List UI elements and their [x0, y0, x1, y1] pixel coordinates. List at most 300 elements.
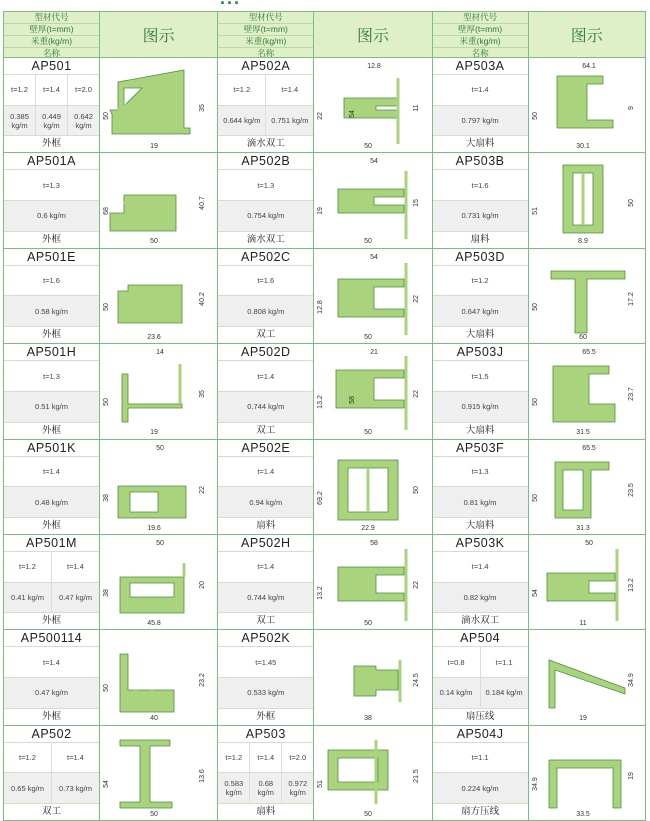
- dimension-label: 15: [413, 199, 421, 208]
- thickness-value: t=1.4: [67, 562, 84, 572]
- dimension-label: 21.5: [413, 768, 421, 783]
- profile-code: AP501K: [4, 440, 99, 457]
- weight-value: 0.47 kg/m: [35, 688, 68, 698]
- profile-drawing: [529, 535, 645, 629]
- dimension-label: 50: [103, 302, 110, 311]
- profile-section-diagram: [314, 153, 432, 247]
- profile-name: 大扇料: [465, 329, 495, 341]
- dimension-label: 22.9: [361, 524, 376, 532]
- dimension-label: 21: [370, 349, 379, 357]
- thickness-value: t=1.4: [281, 85, 299, 95]
- thickness-value: t=1.4: [257, 371, 275, 381]
- thickness-row: [4, 743, 99, 774]
- profile-name: 双工: [41, 806, 61, 818]
- profile-section-diagram: [100, 440, 218, 534]
- profile-card: [433, 726, 645, 821]
- thickness-value: t=1.5: [471, 371, 489, 381]
- profile-outline: [120, 654, 174, 712]
- profile-section-diagram: [314, 726, 432, 820]
- profile-outline: [549, 760, 621, 808]
- dimension-label: 51: [317, 779, 325, 788]
- dimension-label: 19: [627, 771, 635, 780]
- thickness-value: t=1.2: [218, 743, 250, 773]
- profile-card: [4, 726, 217, 821]
- profile-info: [4, 249, 100, 343]
- profile-drawing: [314, 630, 431, 724]
- dimension-label: 50: [103, 112, 110, 120]
- profile-name: 扇方压线: [461, 806, 500, 818]
- profile-drawing: [100, 630, 217, 724]
- profile-card: [218, 535, 431, 630]
- profile-code: AP501M: [4, 535, 99, 552]
- thickness-value: t=1.1: [495, 657, 513, 667]
- figure-header: 图示: [100, 12, 217, 57]
- profile-info: [218, 440, 314, 534]
- profile-section-diagram: [100, 344, 218, 438]
- dimension-label: 19: [150, 143, 158, 150]
- profile-outline: [338, 279, 404, 317]
- thickness-value: t=1.6: [257, 276, 275, 286]
- weight-row: [433, 392, 528, 423]
- profile-drawing: [314, 249, 431, 343]
- profile-card: [4, 535, 217, 630]
- dimension-label: 40.2: [199, 291, 206, 306]
- profile-section-diagram: [100, 630, 218, 724]
- profile-card: [433, 535, 645, 630]
- dimension-label: 19: [150, 429, 158, 437]
- profile-card: [433, 630, 645, 725]
- weight-row: [218, 106, 313, 137]
- thickness-row: [218, 75, 313, 106]
- weight-row: [4, 487, 99, 518]
- header-labels: [433, 12, 529, 57]
- profile-section-diagram: [100, 58, 218, 152]
- profile-info: [218, 630, 314, 724]
- thickness-header: 壁厚(t=mm): [433, 24, 528, 36]
- table-column: [432, 11, 646, 821]
- profile-name: 扇料: [256, 519, 276, 531]
- figure-header: 图示: [314, 12, 431, 57]
- profile-code: AP502B: [218, 153, 313, 170]
- dimension-label: 51: [531, 207, 539, 216]
- weight-value: 0.533 kg/m: [247, 688, 285, 698]
- profile-name: 扇料: [470, 233, 490, 245]
- weight-value: 0.58 kg/m: [35, 306, 68, 316]
- dimension-label: 54: [370, 253, 379, 261]
- profile-card: [4, 58, 217, 153]
- profile-card: [433, 249, 645, 344]
- thickness-value: t=1.4: [471, 562, 489, 572]
- profile-drawing: [529, 726, 645, 820]
- weight-value: 0.385 kg/m: [4, 106, 36, 136]
- profile-outline: [547, 573, 615, 601]
- profile-section-diagram: [314, 440, 432, 534]
- thickness-value: t=1.2: [471, 276, 489, 286]
- profile-info: [218, 344, 314, 438]
- dimension-label: 64.1: [581, 63, 596, 70]
- weight-value: 0.73 kg/m: [59, 783, 92, 793]
- dimension-label: 22: [413, 294, 421, 303]
- profile-info: [4, 726, 100, 820]
- profile-card: [4, 249, 217, 344]
- dimension-label: 58: [349, 396, 357, 405]
- dimension-label: 54: [103, 779, 110, 788]
- dimension-label: 50: [103, 398, 110, 407]
- weight-row: [433, 296, 528, 327]
- profile-name: 双工: [256, 615, 276, 627]
- thickness-row: [433, 552, 528, 583]
- dimension-label: 50: [103, 684, 110, 693]
- thickness-row: [433, 457, 528, 488]
- weight-row: [4, 296, 99, 327]
- dimension-label: 35: [199, 104, 206, 112]
- profile-name: 外框: [41, 519, 61, 531]
- profile-outline: [120, 577, 184, 613]
- profile-outline: [551, 271, 625, 333]
- profile-outline: [338, 567, 404, 601]
- dimension-label: 54: [349, 110, 357, 118]
- profile-code: AP504J: [433, 726, 528, 743]
- thickness-value: t=2.0: [289, 753, 307, 763]
- thickness-value: t=1.2: [218, 75, 266, 105]
- thickness-row: [4, 552, 99, 583]
- profile-info: [218, 153, 314, 247]
- weight-value: 0.754 kg/m: [247, 211, 285, 221]
- profile-card: [433, 440, 645, 535]
- profile-card: [218, 344, 431, 439]
- profile-name: 滴水双工: [246, 138, 285, 150]
- column-header: [4, 11, 217, 58]
- weight-row: [218, 678, 313, 709]
- dimension-label: 34.9: [531, 776, 539, 791]
- thickness-row: [218, 457, 313, 488]
- dimension-label: 33.5: [575, 810, 590, 818]
- weight-row: [433, 106, 528, 137]
- dimension-label: 38: [364, 715, 373, 723]
- dimension-label: 38: [103, 493, 110, 502]
- profile-section-diagram: [314, 535, 432, 629]
- dimension-label: 50: [531, 493, 539, 502]
- dimension-label: 11: [578, 619, 587, 627]
- dimension-label: 54: [531, 589, 539, 597]
- profile-drawing: [529, 58, 645, 152]
- dimension-label: 50: [364, 810, 373, 818]
- dimension-label: 13.2: [317, 586, 325, 600]
- profile-section-diagram: [100, 249, 218, 343]
- dimension-label: 50: [364, 333, 373, 341]
- dimension-label: 54: [370, 158, 379, 166]
- dimension-label: 65.5: [581, 349, 596, 357]
- dimension-label: 50: [531, 112, 539, 120]
- weight-row: [4, 583, 99, 614]
- dimension-label: 34.9: [627, 673, 635, 688]
- profile-section-diagram: [529, 249, 647, 343]
- weight-value: 0.94 kg/m: [249, 497, 283, 507]
- thickness-row: [433, 75, 528, 106]
- thickness-row: [433, 266, 528, 297]
- dimension-label: 30.1: [575, 143, 590, 150]
- profile-section-diagram: [529, 535, 647, 629]
- profile-section-diagram: [529, 344, 647, 438]
- weight-value: 0.583 kg/m: [218, 773, 250, 803]
- weight-row: [218, 296, 313, 327]
- profile-name: 外框: [41, 615, 61, 627]
- dimension-label: 45.8: [147, 619, 161, 627]
- profile-card: [218, 249, 431, 344]
- weight-value: 0.744 kg/m: [247, 402, 285, 412]
- profile-outline: [557, 76, 613, 128]
- weight-value: 0.51 kg/m: [35, 402, 68, 412]
- dimension-label: 50: [531, 302, 539, 311]
- thickness-value: t=1.4: [43, 657, 60, 667]
- profile-card: [218, 630, 431, 725]
- name-header: 名称: [471, 48, 489, 58]
- thickness-row: [4, 266, 99, 297]
- profile-name: 大扇料: [465, 424, 495, 436]
- dimension-label: 23.7: [627, 387, 635, 401]
- profile-info: [4, 153, 100, 247]
- thickness-row: [218, 170, 313, 201]
- dimension-label: 14: [156, 349, 164, 357]
- profile-info: [433, 344, 529, 438]
- profile-code: AP502H: [218, 535, 313, 552]
- weight-value: 0.41 kg/m: [4, 583, 52, 613]
- profile-info: [218, 58, 314, 152]
- profile-code: AP503: [218, 726, 313, 743]
- dimension-label: 31.5: [575, 429, 590, 437]
- weight-value: 0.224 kg/m: [461, 783, 499, 793]
- weight-value: 0.14 kg/m: [433, 678, 481, 708]
- dimension-label: 40.7: [199, 196, 206, 211]
- profile-code: AP501E: [4, 249, 99, 266]
- weight-value: 0.731 kg/m: [461, 211, 499, 221]
- profile-info: [4, 440, 100, 534]
- profile-card: [218, 58, 431, 153]
- dimension-label: 23.5: [627, 482, 635, 497]
- profile-section-diagram: [100, 535, 218, 629]
- thickness-value: t=1.3: [43, 371, 60, 381]
- profile-code: AP503D: [433, 249, 528, 266]
- thickness-value: t=1.3: [257, 180, 275, 190]
- thickness-row: [433, 170, 528, 201]
- profile-name: 外框: [41, 710, 61, 722]
- weight-value: 0.972 kg/m: [288, 779, 308, 798]
- weight-row: [218, 392, 313, 423]
- profile-info: [218, 726, 314, 820]
- dimension-label: 22: [317, 112, 325, 120]
- profile-card: [433, 153, 645, 248]
- profile-outline: [549, 660, 625, 708]
- thickness-value: t=1.4: [257, 562, 275, 572]
- dimension-label: 13.6: [199, 768, 206, 783]
- profile-code: AP502: [4, 726, 99, 743]
- profile-code: AP503B: [433, 153, 528, 170]
- dimension-label: 19: [317, 207, 325, 216]
- thickness-value: t=1.4: [471, 85, 489, 95]
- thickness-value: t=1.2: [4, 552, 52, 582]
- weight-value: 0.47 kg/m: [59, 593, 92, 602]
- dimension-label: 22: [413, 581, 421, 589]
- profile-section-diagram: [314, 630, 432, 724]
- profile-info: [433, 440, 529, 534]
- profile-card: [4, 630, 217, 725]
- thickness-value: t=1.6: [43, 276, 60, 286]
- dimension-label: 69.2: [317, 490, 325, 505]
- profile-drawing: [529, 344, 645, 438]
- weight-row: [433, 201, 528, 232]
- thickness-value: t=1.3: [471, 466, 489, 476]
- weight-value: 0.81 kg/m: [463, 497, 497, 507]
- profile-section-diagram: [529, 440, 647, 534]
- weight-value: 0.797 kg/m: [461, 116, 499, 126]
- weight-value: 0.6 kg/m: [37, 211, 66, 221]
- weight-row: [4, 773, 99, 804]
- dimension-label: 58: [370, 539, 379, 547]
- profile-outline: [120, 740, 172, 808]
- thickness-value: t=1.4: [250, 743, 282, 773]
- profile-spec-table: [3, 11, 646, 821]
- weight-value: 0.915 kg/m: [461, 402, 499, 412]
- profile-section-diagram: [314, 58, 432, 152]
- dimension-label: 23.2: [199, 673, 206, 688]
- profile-drawing: [100, 249, 217, 343]
- column-header: [433, 11, 645, 58]
- thickness-row: [4, 647, 99, 678]
- weight-row: [4, 106, 99, 137]
- profile-code: AP503F: [433, 440, 528, 457]
- profile-info: [218, 535, 314, 629]
- dimension-label: 50: [150, 238, 158, 246]
- profile-code: AP502D: [218, 344, 313, 361]
- dimension-label: 19.6: [147, 524, 161, 532]
- header-labels: [218, 12, 314, 57]
- thickness-row: [218, 647, 313, 678]
- dimension-label: 50: [156, 539, 164, 547]
- code-header: 型材代号: [433, 12, 528, 24]
- profile-info: [4, 344, 100, 438]
- profile-name: 双工: [256, 424, 276, 436]
- weight-value: 0.82 kg/m: [463, 593, 497, 602]
- profile-name: 大扇料: [465, 138, 495, 150]
- thickness-value: t=1.2: [4, 75, 36, 105]
- profile-name: 大扇料: [465, 519, 495, 531]
- profile-card: [4, 344, 217, 439]
- dimension-label: 13.2: [317, 395, 325, 409]
- profile-drawing: [100, 535, 217, 629]
- profile-section-diagram: [100, 153, 218, 247]
- profile-card: [218, 440, 431, 535]
- weight-value: 0.65 kg/m: [4, 773, 52, 803]
- thickness-row: [218, 266, 313, 297]
- profile-info: [433, 535, 529, 629]
- dimension-label: 65.5: [581, 444, 596, 452]
- dimension-label: 23.6: [147, 333, 161, 341]
- column-header: [218, 11, 431, 58]
- thickness-value: t=1.4: [67, 753, 84, 763]
- dimension-label: 9: [627, 106, 635, 110]
- profile-code: AP503J: [433, 344, 528, 361]
- thickness-row: [4, 361, 99, 392]
- profile-code: AP502K: [218, 630, 313, 647]
- profile-code: AP501: [4, 58, 99, 75]
- dimension-label: 22: [199, 485, 206, 494]
- profile-outline: [336, 370, 404, 408]
- dimension-label: 31.3: [575, 524, 590, 532]
- name-header: 名称: [257, 48, 275, 58]
- thickness-value: t=1.45: [255, 657, 277, 667]
- header-labels: [4, 12, 100, 57]
- weight-row: [218, 201, 313, 232]
- profile-code: AP504: [433, 630, 528, 647]
- profile-code: AP501A: [4, 153, 99, 170]
- profile-name: 外框: [41, 233, 61, 245]
- thickness-value: t=1.4: [43, 466, 60, 476]
- thickness-value: t=1.3: [43, 180, 60, 190]
- thickness-row: [218, 743, 313, 774]
- profile-section-diagram: [100, 726, 218, 820]
- profile-name: 外框: [41, 138, 61, 150]
- profile-section-diagram: [529, 726, 647, 820]
- dimension-label: 38: [103, 589, 110, 597]
- weight-value: 0.184 kg/m: [485, 688, 523, 698]
- weight-header: 米重(kg/m): [433, 36, 528, 48]
- dimension-label: 17.2: [627, 291, 635, 306]
- thickness-header: 壁厚(t=mm): [4, 24, 99, 36]
- weight-row: [433, 773, 528, 804]
- thickness-value: t=1.4: [257, 466, 275, 476]
- dimension-label: 60: [578, 333, 587, 341]
- profile-name: 外框: [41, 329, 61, 341]
- table-column: [217, 11, 431, 821]
- dimension-label: 35: [199, 390, 206, 399]
- profile-info: [433, 58, 529, 152]
- profile-name: 扇压线: [465, 710, 495, 722]
- profile-info: [433, 726, 529, 820]
- profile-info: [4, 630, 100, 724]
- weight-value: 0.808 kg/m: [247, 306, 285, 316]
- profile-info: [433, 249, 529, 343]
- profile-outline: [338, 189, 404, 213]
- dimension-label: 68: [103, 207, 110, 216]
- weight-value: 0.751 kg/m: [271, 116, 309, 126]
- thickness-row: [4, 170, 99, 201]
- profile-card: [218, 726, 431, 821]
- dimension-label: 19: [578, 715, 587, 723]
- thickness-value: t=1.6: [471, 180, 489, 190]
- profile-drawing: [314, 440, 431, 534]
- weight-row: [433, 583, 528, 614]
- profile-card: [218, 153, 431, 248]
- code-header: 型材代号: [4, 12, 99, 24]
- profile-name: 扇料: [256, 806, 276, 818]
- weight-row: [433, 678, 528, 709]
- profile-outline: [328, 750, 388, 790]
- table-column: [3, 11, 217, 821]
- profile-outline: [118, 285, 182, 323]
- thickness-header: 壁厚(t=mm): [218, 24, 313, 36]
- weight-value: 0.647 kg/m: [461, 306, 499, 316]
- thickness-row: [4, 457, 99, 488]
- profile-name: 双工: [256, 329, 276, 341]
- dimension-label: 40: [150, 715, 158, 723]
- dimension-label: 8.9: [577, 238, 588, 246]
- thickness-value: t=2.0: [75, 85, 92, 95]
- profile-info: [4, 58, 100, 152]
- profile-drawing: [314, 535, 431, 629]
- figure-header: 图示: [529, 12, 645, 57]
- thickness-row: [218, 552, 313, 583]
- code-header: 型材代号: [218, 12, 313, 24]
